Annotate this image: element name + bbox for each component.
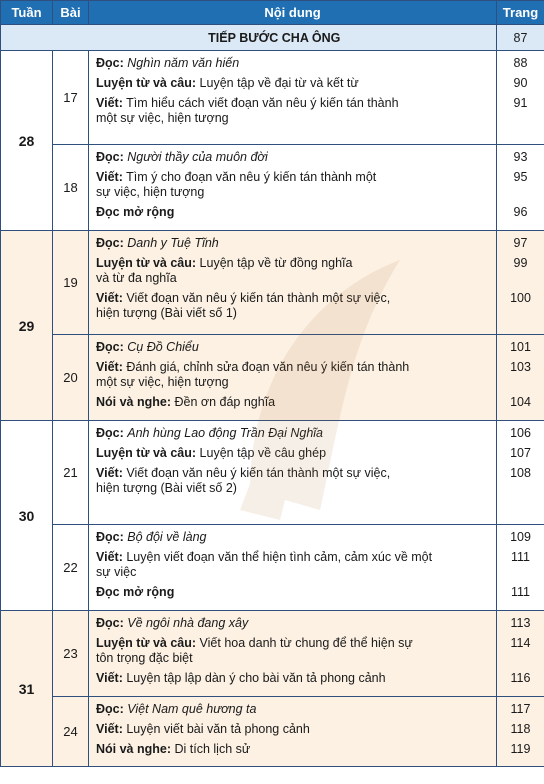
lesson-content [89, 611, 497, 697]
item-label: Đọc: [96, 616, 124, 630]
item-label: Đọc mở rộng [96, 205, 175, 219]
page-number: 103 [510, 360, 531, 374]
item-label: Viết: [96, 671, 123, 685]
lesson-content [89, 421, 497, 525]
lesson-row [1, 335, 544, 421]
week-number: 29 [1, 231, 53, 421]
item-label: Đọc: [96, 426, 124, 440]
item-text: Luyện tập về câu ghép [199, 446, 327, 460]
reading-title: Cụ Đồ Chiểu [127, 340, 199, 354]
header-trang: Trang [497, 1, 544, 25]
page-number: 108 [510, 466, 531, 480]
page-number: 91 [513, 96, 528, 110]
theme-row [1, 25, 544, 51]
item-text-continued: một sự việc, hiện tượng [96, 111, 229, 125]
item-text: Luyện tập về từ đồng nghĩa [199, 256, 353, 270]
theme-title: TIẾP BƯỚC CHA ÔNG [53, 25, 497, 51]
lesson-row [1, 611, 544, 697]
item-text-continued: sự việc [96, 565, 137, 579]
content-item [96, 170, 490, 185]
page-number: 99 [513, 256, 528, 270]
header-noi-dung: Nội dung [89, 1, 497, 25]
reading-title: Anh hùng Lao động Trần Đại Nghĩa [127, 426, 324, 440]
header-bai: Bài [53, 1, 89, 25]
item-text: Luyện tập lập dàn ý cho bài văn tả phong cảnh [126, 671, 386, 685]
item-label: Đọc: [96, 150, 124, 164]
item-text-continued: và từ đa nghĩa [96, 271, 177, 285]
page-number: 106 [510, 426, 531, 440]
content-item [96, 76, 490, 91]
item-label: Đọc: [96, 56, 124, 70]
item-label: Đọc: [96, 340, 124, 354]
item-label: Viết: [96, 550, 123, 564]
content-item [96, 256, 490, 271]
content-item [96, 702, 490, 717]
content-item [96, 96, 490, 111]
header-tuan: Tuần [1, 1, 53, 25]
week-number: 31 [1, 611, 53, 767]
item-text: Đền ơn đáp nghĩa [174, 395, 276, 409]
lesson-row [1, 525, 544, 611]
lesson-number: 21 [53, 421, 89, 525]
item-text: Viết đoạn văn nêu ý kiến tán thành một sự việc, [126, 466, 391, 480]
page-number: 88 [513, 56, 528, 70]
page-number: 119 [510, 742, 531, 756]
reading-title: Danh y Tuệ Tĩnh [127, 236, 219, 250]
item-label: Luyện từ và câu: [96, 76, 197, 90]
content-item [96, 56, 490, 71]
item-label: Viết: [96, 722, 123, 736]
item-label: Đọc: [96, 702, 124, 716]
page-number: 100 [510, 291, 531, 305]
item-text-continued: sự việc, hiện tượng [96, 185, 205, 199]
content-item [96, 426, 490, 441]
week-number: 30 [1, 421, 53, 611]
page-number: 111 [510, 550, 530, 564]
lesson-pages [497, 51, 544, 145]
page-number: 116 [510, 671, 531, 685]
item-text-continued: một sự việc, hiện tượng [96, 375, 229, 389]
content-item [96, 550, 490, 565]
item-text: Tìm ý cho đoạn văn nêu ý kiến tán thành một [126, 170, 377, 184]
reading-title: Người thầy của muôn đời [127, 150, 268, 164]
page-number: 113 [510, 616, 531, 630]
reading-title: Bộ đội về làng [127, 530, 207, 544]
lesson-content [89, 697, 497, 767]
lesson-content [89, 231, 497, 335]
item-label: Viết: [96, 291, 123, 305]
page-number: 95 [513, 170, 528, 184]
content-item [96, 150, 490, 165]
item-label: Viết: [96, 96, 123, 110]
content-item [96, 636, 490, 651]
page-number: 107 [510, 446, 531, 460]
content-item [96, 236, 490, 251]
lesson-number: 22 [53, 525, 89, 611]
item-text: Đánh giá, chỉnh sửa đoạn văn nêu ý kiến tán thành [126, 360, 410, 374]
lesson-number: 20 [53, 335, 89, 421]
page-number: 96 [513, 205, 528, 219]
lesson-number: 24 [53, 697, 89, 767]
content-item [96, 585, 490, 600]
page-number: 93 [513, 150, 528, 164]
lesson-content [89, 525, 497, 611]
content-item [96, 205, 490, 220]
page-number: 117 [510, 702, 531, 716]
lesson-row [1, 231, 544, 335]
content-item [96, 616, 490, 631]
lesson-pages [497, 145, 544, 231]
content-item [96, 466, 490, 481]
item-label: Viết: [96, 360, 123, 374]
content-item [96, 340, 490, 355]
lesson-number: 17 [53, 51, 89, 145]
lesson-row [1, 51, 544, 145]
item-text-continued: hiện tượng (Bài viết số 2) [96, 481, 237, 495]
content-item [96, 530, 490, 545]
theme-blank-cell [1, 25, 53, 51]
lesson-content [89, 335, 497, 421]
lesson-pages [497, 525, 544, 611]
content-item [96, 671, 490, 686]
lesson-number: 19 [53, 231, 89, 335]
item-text: Luyện tập về đại từ và kết từ [199, 76, 359, 90]
theme-page: 87 [497, 25, 544, 51]
content-item [96, 360, 490, 375]
item-text: Viết đoạn văn nêu ý kiến tán thành một sự việc, [126, 291, 391, 305]
item-label: Nói và nghe: [96, 742, 172, 756]
page-number: 114 [510, 636, 531, 650]
lesson-pages [497, 697, 544, 767]
reading-title: Về ngôi nhà đang xây [127, 616, 249, 630]
page-number: 90 [513, 76, 528, 90]
item-label: Nói và nghe: [96, 395, 172, 409]
item-label: Đọc: [96, 530, 124, 544]
lesson-pages [497, 611, 544, 697]
page-number: 97 [513, 236, 528, 250]
lesson-number: 23 [53, 611, 89, 697]
content-item [96, 722, 490, 737]
content-item [96, 742, 490, 757]
lesson-pages [497, 335, 544, 421]
item-text: Tìm hiểu cách viết đoạn văn nêu ý kiến tán thành [126, 96, 399, 110]
lesson-pages [497, 421, 544, 525]
content-item [96, 395, 490, 410]
item-text: Viết hoa danh từ chung để thể hiện sự [199, 636, 413, 650]
item-label: Đọc: [96, 236, 124, 250]
lesson-row [1, 421, 544, 525]
content-item [96, 446, 490, 461]
table-header-row [1, 1, 544, 25]
reading-title: Nghìn năm văn hiến [127, 56, 240, 70]
lesson-number: 18 [53, 145, 89, 231]
page-number: 118 [510, 722, 531, 736]
item-text: Luyện viết đoạn văn thể hiện tình cảm, cảm xúc về một [126, 550, 433, 564]
lesson-row [1, 697, 544, 767]
content-item [96, 291, 490, 306]
item-label: Viết: [96, 466, 123, 480]
week-number: 28 [1, 51, 53, 231]
page-number: 109 [510, 530, 531, 544]
lesson-content [89, 145, 497, 231]
item-label: Luyện từ và câu: [96, 256, 197, 270]
item-label: Luyện từ và câu: [96, 636, 197, 650]
item-label: Viết: [96, 170, 123, 184]
item-label: Luyện từ và câu: [96, 446, 197, 460]
item-text-continued: tôn trọng đặc biệt [96, 651, 193, 665]
page-number: 111 [510, 585, 530, 599]
item-text: Di tích lịch sử [174, 742, 251, 756]
lesson-row [1, 145, 544, 231]
page-number: 104 [510, 395, 531, 409]
reading-title: Việt Nam quê hương ta [127, 702, 257, 716]
lesson-pages [497, 231, 544, 335]
lesson-content [89, 51, 497, 145]
item-text-continued: hiện tượng (Bài viết số 1) [96, 306, 237, 320]
item-text: Luyện viết bài văn tả phong cảnh [126, 722, 310, 736]
page-number: 101 [510, 340, 531, 354]
item-label: Đọc mở rộng [96, 585, 175, 599]
